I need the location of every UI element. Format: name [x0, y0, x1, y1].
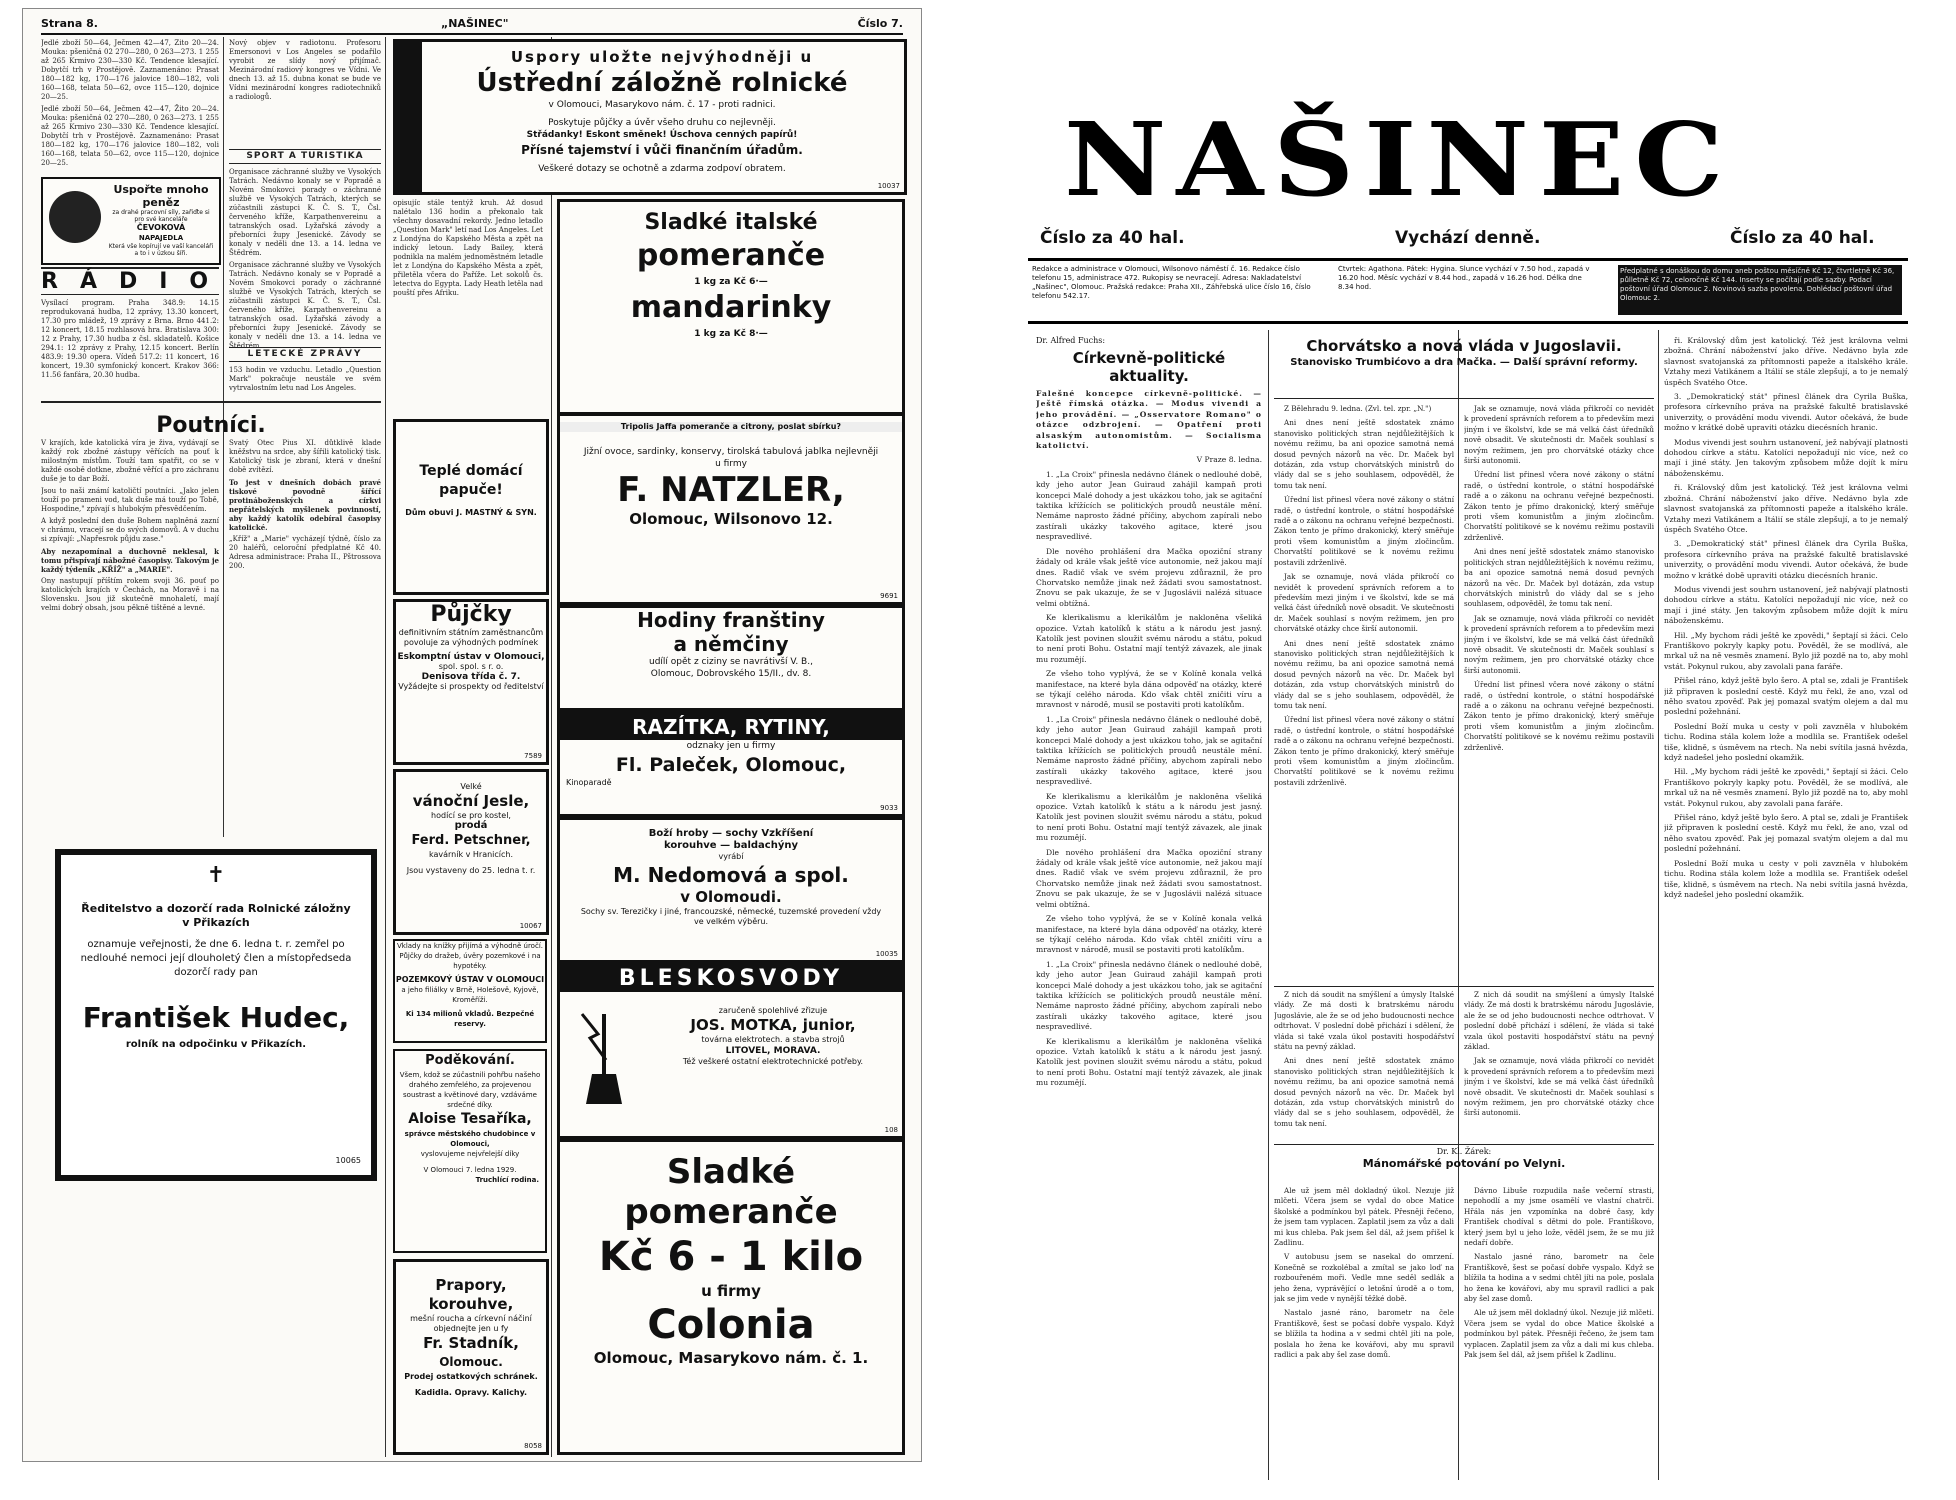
advert-title: Sladké italské	[644, 210, 818, 235]
advert-line: Vklady na knížky přijímá a výhodně úročí. Půjčky do dražeb, úvěry pozemkové i na hypotéky.	[396, 942, 543, 970]
price-left: Číslo za 40 hal.	[1040, 228, 1185, 248]
advert-line: Jižní ovoce, sardinky, konservy, tirolská tabulová jablka nejlevněji u firmy	[583, 447, 879, 469]
article-subtitle: Stanovisko Trumbićovo a dra Mačka. — Další správní reformy.	[1290, 357, 1638, 368]
advert-line: kavárník v Hranicích.	[428, 850, 514, 859]
article-travel-header	[1274, 1144, 1654, 1185]
advert-title-3: mandarinky	[630, 290, 832, 325]
article-travel-col2	[1464, 1186, 1654, 1476]
advert-number: 9033	[880, 804, 898, 812]
advert-name: Fr. Stadník,	[423, 1334, 519, 1352]
advert-heading: Uspořte mnoho	[113, 183, 209, 196]
article-paragraph: Jak se oznamuje, nová vláda přikročí co nevidět k provedení správních reforem a to především mezi jiným i ve školství, kde se má velká část úředníků nově obsadit. Ve skutečnosti dr. Maček souhlasí s novým režimem, jen pro chorvátské otázky chce širší autonomii.	[1464, 1056, 1654, 1118]
article-paragraph: Dle nového prohlášení dra Mačka opoziční strany žádaly od krále však ještě více autonomie, než jakou mají dnes. Radič však ve svém projevu zdůraznil, že pro Chorvatsko nemůže jinak než žádati svou samostatnost. Znovu se pak ukazuje, že se v Jugoslávii nalézá situace velmi obtížná.	[1036, 847, 1262, 909]
pilgrims-article-col2	[229, 439, 381, 839]
notice-line: rolník na odpočinku v Přikazích.	[125, 1039, 307, 1050]
natzler-advert	[557, 413, 905, 605]
column-rule	[385, 37, 386, 1457]
article-title: Chorvátsko a nová vláda v Jugoslavii.	[1306, 337, 1622, 355]
advert-title: Teplé domácí papuče!	[419, 463, 523, 498]
aviation-continued	[393, 199, 543, 409]
article-paragraph: Ze všeho toho vyplývá, že se v Kolíně konala velká manifestace, na které byla dána odpověď na otázky, které se týkají celého národa. Kdo však chtěl zničiti víru a mravnost v národě, musil se postaviti proti katolíkům.	[1036, 669, 1262, 710]
notice-number: 10065	[335, 1156, 361, 1165]
column-rule	[1268, 330, 1269, 1480]
savings-bank-advert	[393, 39, 907, 195]
advert-black-bar	[396, 42, 422, 192]
advert-line: udílí opět z ciziny se navrátivší V. B.,	[649, 657, 813, 667]
advert-title-2: a němčiny	[673, 632, 789, 656]
advert-line: v Olomouci, Masarykovo nám. č. 17 - proti radnici.	[548, 100, 776, 110]
advert-line: prodá	[454, 820, 488, 831]
advert-title: BLESKOSVODY	[560, 966, 902, 992]
calendar-info: Čtvrtek: Agathona. Pátek: Hygina. Slunce vychází v 7.50 hod., zapadá v 16.20 hod. Měsíc vychází v 8.44 hod., zapadá v 16.26 hod. Délka dne 8.34 hod.	[1338, 265, 1590, 291]
advert-line: objednejte jen u fy	[433, 1324, 509, 1333]
advert-address: Olomouc, Masarykovo nám. č. 1.	[593, 1349, 869, 1367]
article-dateline: V Praze 8. ledna.	[1196, 455, 1262, 465]
article-paragraph: Ani dnes není ještě sdostatek známo stanovisko politických stran nejdůležitějších k novému režimu, ba ani opozice samotná nemá dosud pevných názorů na věc. Dr. Maček byl dotázán, zda vstup chorvátských ministrů do vlády dal se s jeho souhlasem, odpověděl, že tomu tak není.	[1464, 547, 1654, 609]
advert-name: F. NATZLER,	[617, 470, 845, 510]
article-paragraph: 3. „Demokratický stát" přinesl článek dra Cyrila Buška, profesora církevního práva na pražské fakultě bratislavské univerzity, o provádění modu vivendi. Autor očekává, že bude možno v krátké době upraviti otázku diecésních hranic.	[1664, 539, 1908, 580]
advert-line: vyslovujeme nejvřelejší díky	[420, 1150, 520, 1158]
publication-frequency: Vychází denně.	[1395, 228, 1541, 248]
sport-title: SPORT A TURISTIKA	[229, 149, 381, 164]
article-paragraph: Z nich dá soudit na smýšlení a úmysly Italské vlády. Ze má dosti k bratrskému národu Jugoslávie, ale že se od jeho budoucnosti nechce odtrhovat. V poslední době přichází i sdělení, že vláda si také vzala úkol postaviti hospodářství státu na pevný základ.	[1464, 990, 1654, 1052]
masthead-info-row	[1028, 258, 1908, 324]
article-title: Církevně-politické aktuality.	[1072, 349, 1226, 385]
article-lead: Falešné koncepce církevně-politické. — Ještě římská otázka. — Modus vivendi a jeho provádění. — „Osservatore Romano" o otázce odzbrojení. — Opatření proti alsaským autonomistům. — Socialisma katolictví.	[1036, 389, 1262, 451]
radio-program	[41, 299, 219, 399]
thanks-notice	[393, 1049, 547, 1253]
article-paragraph: Ke klerikalismu a klerikálům je nakloněna všeliká opozice. Vztah katolíků k státu a k národu jest jasný. Katolík jest povinen sloužit svému národu a státu, pokud to není proti Bohu. Ostatní mají tentýž závazek, ale jinak mu rozumějí.	[1036, 791, 1262, 843]
advert-title-2: pomeranče	[624, 1192, 838, 1232]
advert-line: Prodej ostatkových schránek.	[404, 1372, 538, 1381]
radio-heading: RÁDIO	[41, 269, 231, 294]
stamps-advert	[557, 711, 905, 817]
article-travel-col1	[1274, 1186, 1454, 1476]
market-text: Jedlé zboží 50—64, Ječmen 42—47, Žito 20—24. Mouka: pšeničná 02 270—280, 0 263—273. 1 255 až 265 Krmivo 230—330 Kč. Tendence klesající. Dobytčí trh v Prostějově. Zaznamenáno: Prasat 180—182 kg, 170—176 jalovice 180—182, voli 160—168, telata 50—62, ovce 115—120, dojnice 20—25.	[41, 39, 219, 101]
advert-title-2: pomeranče	[636, 238, 826, 273]
article-croatia-col2	[1464, 404, 1654, 984]
advert-line: Též veškeré ostatní elektrotechnické potřeby.	[682, 1057, 864, 1066]
article-paragraph: ři. Královský dům jest katolický. Též jest královna velmi zbožná. Chrání náboženství jako dříve. Nedávno byla zde slavnost svatojanská za přítomnosti papeže a italského krále. Vztahy mezi Vatikánem a Itálií se stále zlepšují, a to je nemalý úspěch Svatého Otce.	[1664, 336, 1908, 387]
advert-name: Aloise Tesaříka,	[408, 1111, 532, 1127]
article-paragraph: Jak se oznamuje, nová vláda přikročí co nevidět k provedení správních reforem a to především mezi jiným i ve školství, kde se má velká část úředníků nově obsadit. Ve skutečnosti dr. Maček souhlasí s novým režimem, jen pro chorvátské otázky chce širší autonomii.	[1464, 404, 1654, 466]
advert-line: zaručeně spolehlivé zřizuje	[718, 1006, 828, 1015]
article-paragraph: Úřední list přinesl včera nové zákony o státní radě, o ústřední kontrole, o státní hospodářské radě a o zákonu na ochranu veřejné bezpečnosti. Zákon tento je přímo drakonický, který směřuje proti všem komunistům a jiným zločincům. Chorvatští politikové se k novému režimu postavili zdrženlivě.	[1464, 680, 1654, 752]
advert-name: M. Nedomová a spol.	[613, 863, 849, 887]
article-paragraph: V krajích, kde katolická víra je živa, vydávají se každý rok zbožné zástupy věřících na pouť k milostným místům. Touží tam spatřit, co se v každé osobě dotkne, zbožné věřící a pro záchranu duše je to dar Boží.	[41, 439, 219, 483]
article-paragraph: Ony nastupují příštím rokem svoji 36. pouť po katolických krajích v Čechách, na Moravě i na Slovensku. Jsou již skutečně mnohaletí, mají velmi dobrý obsah, jsou pěkně tištěné a levné.	[41, 577, 219, 612]
advert-line: Velké	[460, 782, 482, 791]
advert-line: Tripolis Jaffa pomeranče a citrony, poslat sbírku?	[560, 422, 902, 432]
advert-line: Olomouc, Dobrovského 15/II., dv. 8.	[650, 669, 812, 679]
article-paragraph: Poslední Boží muka u cesty v poli zavzněla v hlubokém tichu. Rodina stála kolem lože a modlila se. František odešel tiše, klidně, s úsměvem na rtech. Na nebi svítila jasná hvězda, když nadešel jeho poslední okamžik.	[1664, 721, 1908, 763]
article-paragraph: Úřední list přinesl včera nové zákony o státní radě, o ústřední kontrole, o státní hospodářské radě a o zákonu na ochranu veřejné bezpečnosti. Zákon tento je přímo drakonický, který směřuje proti všem komunistům a jiným zločincům. Chorvatští politikové se k novému režimu postavili zdrženlivě.	[1274, 715, 1454, 787]
article-paragraph: Ani dnes není ještě sdostatek známo stanovisko politických stran nejdůležitějších k novému režimu, ba ani opozice samotná nemá dosud pevných názorů na věc. Dr. Maček byl dotázán, zda vstup chorvátských ministrů do vlády dal se s jeho souhlasem, odpověděl, že tomu tak není.	[1274, 638, 1454, 710]
advert-line: Poskytuje půjčky a úvěr všeho druhu co nejlevněji.	[548, 118, 776, 128]
death-notice	[55, 849, 377, 1181]
lightning-rod-icon	[572, 1004, 642, 1114]
page-number: Strana 8.	[41, 17, 98, 30]
banners-advert	[393, 1259, 549, 1455]
deceased-name: František Hudec,	[82, 1001, 350, 1034]
advert-city: Olomouc.	[439, 1355, 503, 1369]
advert-line: Denisova třída č. 7.	[421, 672, 521, 682]
article-paragraph: Přišel ráno, když ještě bylo šero. A ptal se, zdali je František již připraven k poslední cestě. Když mu řekl, že ano, vzal od něho svatou zpověď. Pak jej pomazal svatým olejem a dal mu poslední požehnání.	[1664, 813, 1908, 854]
advert-signature: Truchlící rodina.	[475, 1176, 539, 1184]
article-paragraph: Přišel ráno, když ještě bylo šero. A ptal se, zdali je František již připraven k poslední cestě. Když mu řekl, že ano, vzal od něho svatou zpověď. Pak jej pomazal svatým olejem a dal mu poslední požehnání.	[1664, 676, 1908, 717]
advert-line: Přísné tajemství i vůči finančním úřadům.	[521, 143, 803, 157]
copier-advert	[41, 177, 221, 265]
price-right: Číslo za 40 hal.	[1730, 228, 1875, 248]
advert-line: Boží hroby — sochy Vzkříšení	[648, 828, 814, 839]
issue-number: Číslo 7.	[857, 17, 903, 30]
advert-title: Prapory, korouhve,	[428, 1276, 514, 1313]
advert-title: Sladké	[666, 1152, 796, 1192]
advert-line: spol. spol. s r. o.	[438, 662, 504, 671]
article-croatia-continued	[1274, 990, 1454, 1140]
column-rule	[551, 37, 552, 1457]
article-paragraph: Modus vivendi jest souhrn ustanovení, jež nabývají platnosti dohodou církve a státu. Katolíci nepožadují nic více, než co mají i jiné státy. Jen takovým způsobem může dojít k míru náboženskému.	[1664, 437, 1908, 478]
notice-line: v Přikazích	[182, 916, 250, 929]
article-paragraph: 1. „La Croix" přinesla nedávno článek o nedlouhé době, kdy jeho autor Jean Guiraud zahájil kampaň proti koncepci Malé dohody a jest ukázkou toho, jak se agitační taktika křížících se politických proudů neustále mění. Nemáme naprosto žádné příčiny, abychom zapírali nebo zastírali ukázky takového agitace, které jsou nespravedlivé.	[1036, 959, 1262, 1032]
aviation-text: 153 hodin ve vzduchu. Letadlo „Question Mark" pokračuje neustále ve svém vytrvalostním letu nad Los Angeles.	[229, 366, 381, 392]
advert-number: 10037	[877, 182, 900, 190]
advert-line: hodící se pro kostel,	[431, 811, 511, 820]
column-rule	[1458, 330, 1459, 1480]
advert-number: 108	[884, 1126, 898, 1134]
culture-news	[229, 39, 381, 159]
notice-line: dozorčí rady pan	[174, 967, 258, 978]
advert-line: Jsou vystaveny do 25. ledna t. r.	[406, 866, 536, 875]
advert-price: 1 kg za Kč 8·—	[694, 329, 768, 339]
advert-line: Dům obuvi J. MASTNÝ & SYN.	[405, 508, 537, 517]
market-report	[41, 39, 219, 179]
article-paragraph: Ale už jsem měl dokladný úkol. Nezuje již mlčeti. Včera jsem se vydal do obce Matice školské a podmínkou byl pátek. Přesněji řečeno, že jsem tam vyplacen. Zaplatil jsem za vůz a dali mi kus chleba. Pak jsem šel dál, až jsem přišel k Zadlinu.	[1464, 1308, 1654, 1360]
aviation-section	[229, 343, 381, 403]
advert-line: Sochy sv. Terezičky i jiné, francouzské, německé, tuzemské provedení vždy ve velkém výběru.	[580, 907, 882, 926]
advert-line: odznaky jen u firmy	[686, 741, 776, 751]
article-author: Dr. Alfred Fuchs:	[1036, 336, 1106, 345]
aviation-continued-text: opisujíc stále tentýž kruh. Až dosud nalétalo 136 hodin a překonalo tak všechny dosavadní rekordy. Jedno letadlo „Question Mark" letí nad Los Angeles. Let z Londýna do Kapského Města a zpět na indický letoun. Lady Bailey, která podnikla na malém jednoměstném letadle let z Londýna do Kapského Města a zpět, přiletěla včera do Paříže. Let sokolů čs. letectva do Egypta. Lady Heath letěla nad pouští přes Afriku.	[393, 199, 543, 297]
culture-text: Nový objev v radiotonu. Profesoru Emersonovi v Los Angeles se podařilo vyrobit ze slídy nový přijímač. Mezinárodní radiový kongres ve Vídni. Ve dnech 13. až 15. dubna konat se bude ve Vídni mezinárodní kongres radiotechniků a radiologů.	[229, 39, 381, 101]
advert-line: a jeho filiálky v Brně, Holešově, Kyjově, Kroměříži.	[401, 986, 539, 1004]
article-paragraph: V autobusu jsem se nasekal do omrzení. Konečně se rozkolébal a zmítal se jako loď na rozbouřeném moři. Vedle mne seděl sedlák a jeho žena, vyprávějící o letošní úrodě a o tom, jak se jim vede v nynější těžké době.	[1274, 1252, 1454, 1304]
advert-heading-2: peněz	[142, 196, 180, 209]
article-paragraph: Ke klerikalismu a klerikálům je nakloněna všeliká opozice. Vztah katolíků k státu a k národu jest jasný. Katolík jest povinen sloužit svému národu a státu, pokud to není proti Bohu. Ostatní mají tentýž závazek, ale jinak mu rozumějí.	[1036, 613, 1262, 664]
pilgrims-title: Poutníci.	[156, 413, 266, 438]
article-paragraph: Jak se oznamuje, nová vláda přikročí co nevidět k provedení správních reforem a to především mezi jiným i ve školství, kde se má velká část úředníků nově obsadit. Ve skutečnosti dr. Maček souhlasí s novým režimem, jen pro chorvátské otázky chce širší autonomii.	[1464, 613, 1654, 675]
lessons-advert	[557, 605, 905, 711]
advert-line: definitivním státním zaměstnancům povoluje za výhodných podmínek	[398, 628, 544, 647]
notice-line: oznamuje veřejnosti, že dne 6. ledna t. r. zemřel po	[87, 939, 345, 950]
notice-line: nedlouhé nemoci její dlouholetý člen a místopředseda	[80, 953, 352, 964]
article-paragraph: Hil. „My bychom rádi ještě ke zpovědi," šeptají si žáci. Celo Františkovo pokryly kapky potu. Pověděl, že se modlívá, ale mrkal už na ně vesměs znamení. Bylo již pozdě na to, aby mohl vstát. Pokynul rukou, aby zavolali pana faráře.	[1664, 630, 1908, 671]
left-newspaper-page	[22, 8, 922, 1462]
advert-price: Kč 6 - 1 kilo	[598, 1234, 864, 1280]
advert-number: 9691	[880, 592, 898, 600]
article-paragraph: Jsou to naši známí katoličtí poutníci. „Jako jelen touží po prameni vod, tak duše má touží po Tobě, Hospodine," zpívají s hlubokým přesvědčením.	[41, 487, 219, 513]
article-dateline: Z Bělehradu 9. ledna. (Zvl. tel. zpr. „N.")	[1284, 404, 1432, 413]
article-paragraph: Dle nového prohlášení dra Mačka opoziční strany žádaly od krále však ještě více autonomie, než jakou mají dnes. Radič však ve svém projevu zdůraznil, že pro Chorvatsko nemůže jinak než žádati svou samostatnost. Znovu se pak ukazuje, že se v Jugoslávii nalézá situace velmi obtížná.	[1036, 546, 1262, 608]
advert-line: Vyžádejte si prospekty od ředitelství	[398, 682, 544, 691]
article-paragraph: Ani dnes není ještě sdostatek známo stanovisko politických stran nejdůležitějších k novému režimu, ba ani opozice samotná nemá dosud pevných názorů na věc. Dr. Maček byl dotázán, zda vstup chorvátských ministrů do vlády dal se s jeho souhlasem, odpověděl, že tomu tak není.	[1274, 1056, 1454, 1128]
masthead	[1028, 101, 1908, 220]
article-vatican-column	[1664, 336, 1908, 1476]
article-paragraph: „Kříž" a „Marie" vycházejí týdně, číslo za 20 haléřů, celoroční předplatné Kč 40. Adresa administrace: Praha II., Pštrossova 200.	[229, 535, 381, 570]
article-paragraph: A když poslední den duše Bohem naplněná zazní v chrámu, vracejí se do svých domovů. A v duchu si zpívají: „Napřesrok půjdu zase."	[41, 517, 219, 543]
advert-number: 10035	[875, 950, 898, 958]
loans-advert	[393, 599, 549, 765]
column-rule	[1658, 330, 1659, 1480]
article-italy-continued	[1464, 990, 1654, 1140]
advert-title: vánoční Jesle,	[412, 792, 530, 810]
advert-line: V Olomouci 7. ledna 1929.	[423, 1166, 517, 1174]
section-rule	[1274, 986, 1654, 987]
editorial-info: Redakce a administrace v Olomouci, Wilsonovo náměstí č. 16. Redakce číslo telefonu 15, administrace 472. Rukopisy se nevracejí. Adresa: Nakladatelství „Našinec", Olomouc. Pražská redakce: Praha XII., Záhřebská ulice číslo 16, číslo telefonu 542.17.	[1032, 265, 1311, 300]
article-title: Mánomářské potování po Velyni.	[1362, 1157, 1566, 1170]
article-croatia-col1	[1274, 404, 1454, 984]
advert-line: Uspory uložte nejvýhodněji u	[510, 48, 814, 66]
slippers-advert	[393, 419, 549, 595]
notice-line: Ředitelstvo a dozorčí rada Rolnické záložny	[81, 902, 351, 915]
advert-line: vyrábí	[718, 852, 744, 861]
advert-title: POZEMKOVÝ ÚSTAV V OLOMOUCI	[395, 975, 545, 984]
advert-city: v Olomoudi.	[680, 888, 782, 906]
advert-name: Fl. Paleček, Olomouc,	[615, 754, 847, 776]
advert-title: Půjčky	[430, 602, 512, 627]
left-page-header	[41, 15, 903, 35]
advert-line: Střádanky! Eskont směnek! Úschova cenných papírů!	[526, 130, 798, 140]
article-paragraph: Úřední list přinesl včera nové zákony o státní radě, o ústřední kontrole, o státní hospodářské radě a o zákonu na ochranu veřejné bezpečnosti. Zákon tento je přímo drakonický, který směřuje proti všem komunistům a jiným zločincům. Chorvatští politikové se k novému režimu postavili zdrženlivě.	[1274, 495, 1454, 567]
article-paragraph: To jest v dnešních dobách pravé tiskové povodně šířící protináboženských a církvi nepřátelských myšlenek povinností, aby každý katolík odebíral časopisy katolické.	[229, 478, 381, 532]
advert-line: továrna elektrotech. a stavba strojů	[701, 1035, 845, 1044]
advert-line: mešní roucha a církevní náčiní	[410, 1314, 532, 1323]
article-paragraph: Aby nezapomínal a duchovně neklesal, k tomu přispívají nábožné časopisy. Takovým je každý týdeník „KŘÍŽ" a „MARIE".	[41, 547, 219, 574]
advert-line: Všem, kdož se zúčastnili pohřbu našeho drahého zemřelého, za projevenou soustrast a květinové dary, vzdáváme srdečné díky.	[399, 1071, 541, 1109]
advert-price: 1 kg za Kč 6·—	[694, 277, 768, 287]
cross-icon: ✝	[206, 863, 226, 888]
newspaper-title: NAŠINEC	[1064, 101, 1734, 220]
advert-name: JOS. MOTKA, junior,	[690, 1016, 856, 1034]
sport-text: Organisace záchranné služby ve Vysokých Tatrách. Nedávno konaly se v Popradě a Novém Smokovci porady o záchranné službě ve Vysokých Tatrách, kterých se zúčastnili zástupci K. Č. S. T., Čsl. červeného kříže, Karpathenvereinu a tatranských osad. Lyžařská závody a přeborníci župy Jesenické. Závody se konaly v neděli dne 13. a 14. ledna ve Štědrém.	[229, 168, 381, 257]
article-paragraph: Modus vivendi jest souhrn ustanovení, jež nabývají platnosti dohodou církve a státu. Katolíci nepožadují nic více, než co mají i jiné státy. Jen takovým způsobem může dojít k míru náboženskému.	[1664, 584, 1908, 626]
advert-text-2: Která vše kopírují ve vaší kanceláři a to i v úzkou šíři.	[108, 243, 214, 257]
advert-name: Ferd. Petschner,	[411, 833, 531, 848]
advert-address: Olomouc, Wilsonovo 12.	[629, 510, 833, 528]
advert-title: RAZÍTKA, RYTINY,	[560, 714, 902, 740]
advert-brand: ČEVOKOVÁ	[136, 223, 186, 232]
page-running-title: „NAŠINEC"	[441, 17, 509, 30]
oranges-advert	[557, 199, 905, 415]
article-paragraph: Ke klerikalismu a klerikálům je nakloněna všeliká opozice. Vztah katolíků k státu a k národu jest jasný. Katolík jest povinen sloužit svému národu a státu, pokud to není proti Bohu. Ostatní mají tentýž závazek, ale jinak mu rozumějí.	[1036, 1036, 1262, 1088]
advert-title: Poděkování.	[425, 1053, 515, 1068]
advert-title: Hodiny franštiny	[637, 608, 825, 632]
advert-number: 8058	[524, 1442, 542, 1450]
pilgrims-article-col1	[41, 439, 219, 839]
article-croatia-header	[1274, 336, 1654, 399]
article-paragraph: Hil. „My bychom rádi ještě ke zpovědi," šeptají si žáci. Celo Františkovo pokryly kapky potu. Pověděl, že se modlívá, ale mrkal už na ně vesměs znamení. Bylo již pozdě na to, aby mohl vstát. Pokynul rukou, aby zavolali pana faráře.	[1664, 767, 1908, 808]
advert-city: LITOVEL, MORAVA.	[725, 1046, 821, 1056]
advert-title: Ústřední záložně rolnické	[476, 68, 848, 98]
advert-line: Kadidla. Opravy. Kalichy.	[414, 1388, 528, 1397]
advert-name: Colonia	[647, 1302, 815, 1348]
article-paragraph: 1. „La Croix" přinesla nedávno článek o nedlouhé době, kdy jeho autor Jean Guiraud zahájil kampaň proti koncepci Malé dohody a jest ukázkou toho, jak se agitační taktika křížících se politických proudů neustále mění. Nemáme naprosto žádné příčiny, abychom zapírali nebo zastírali ukázky takového agitace, které jsou nespravedlivé.	[1036, 714, 1262, 787]
nativity-advert	[393, 769, 549, 935]
article-paragraph: 3. „Demokratický stát" přinesl článek dra Cyrila Buška, profesora církevního práva na pražské fakultě bratislavské univerzity, o provádění modu vivendi. Autor očekává, že bude možno v krátké době upraviti otázku diecésních hranic.	[1664, 392, 1908, 433]
globe-icon	[49, 191, 101, 243]
advert-line: Kinoparadě	[566, 778, 612, 787]
radio-text: Vysílací program. Praha 348.9: 14.15 reprodukovaná hudba, 12 zprávy, 13.30 koncert, 17.30 pro mládež, 19 zprávy z Brna. Brno 441.2: 12 koncert, 18.15 rozhlasová hra. Bratislava 300: 12 z Prahy, 17.30 hudba z čsl. skladatelů. Košice 294.1: 12 zprávy z Prahy, 12.15 koncert. Berlín 483.9: 19.30 opera. Vídeň 517.2: 11 koncert, 16 koncert, 19.30 symfonický koncert. Krakov 366: 11.56 fanfára, 20.30 hudba.	[41, 299, 219, 379]
advert-text: za drahé pracovní síly, zařiďte si pro své kanceláře	[112, 209, 210, 223]
article-paragraph: Nastalo jasné ráno, barometr na čele Františkově, šest se počasí dobře vyspalo. Když se blížila ta hodina a v sedmi chtěl jíti na pole, poslala ho žena ke kovářovi, aby mu spravil radlici a pak aby šel zase domů.	[1274, 1308, 1454, 1360]
land-bank-advert	[393, 939, 547, 1043]
advert-city: NAPAJEDLA	[138, 234, 184, 242]
advert-line: korouhve — baldachýny	[664, 840, 798, 851]
article-paragraph: ři. Královský dům jest katolický. Též jest královna velmi zbožná. Chrání náboženství jako dříve. Nedávno byla zde slavnost svatojanská za přítomnosti papeže a italského krále. Vztahy mezi Vatikánem a Itálií se stále zlepšují, a to je nemalý úspěch Svatého Otce.	[1664, 483, 1908, 534]
advert-line: Eskomptní ústav v Olomouci,	[397, 652, 545, 662]
article-paragraph: Ale už jsem měl dokladný úkol. Nezuje již mlčeti. Včera jsem se vydal do obce Matice školské a podmínkou byl pátek. Přesněji řečeno, že jsem tam vyplacen. Zaplatil jsem za vůz a dali mi kus chleba. Pak jsem šel dál, až jsem přišel k Zadlinu.	[1274, 1186, 1454, 1248]
market-text-cont: Jedlé zboží 50—64, Ječmen 42—47, Žito 20—24. Mouka: pšeničná 02 270—280, 0 263—273. 1 255 až 265 Krmivo 230—330 Kč. Tendence klesající. Dobytčí trh v Prostějově. Zaznamenáno: Prasat 180—182 kg, 170—176 jalovice 180—182, voli 160—168, telata 50—62, ovce 115—120, dojnice 20—25.	[41, 105, 219, 167]
advert-line: u firmy	[701, 1282, 761, 1300]
aviation-title: LETECKÉ ZPRÁVY	[229, 347, 381, 362]
advert-number: 10067	[519, 922, 542, 930]
section-rule	[41, 401, 381, 403]
article-paragraph: Jak se oznamuje, nová vláda přikročí co nevidět k provedení správních reforem a to především mezi jiným i ve školství, kde se má velká část úředníků nově obsadit. Ve skutečnosti dr. Maček souhlasí s novým režimem, jen pro chorvátské otázky chce širší autonomii.	[1274, 572, 1454, 634]
article-paragraph: Dávno Libuše rozpudila naše večerní strasti, nepohodlí a my jsme osamělí ve vlastní chatrči. Hřála nás jen vzpomínka na dobré časy, kdy František chodíval s dětmi do pole. Františkovo, který jsem byl u jeho lože, věděl jsem, že se mu již nedaří dobře.	[1464, 1186, 1654, 1248]
colonia-advert	[557, 1139, 905, 1455]
article-paragraph: Z nich dá soudit na smýšlení a úmysly Italské vlády. Ze má dosti k bratrskému národu Jugoslávie, ale že se od jeho budoucnosti nechce odtrhovat. V poslední době přichází i sdělení, že vláda si také vzala úkol postaviti hospodářství státu na pevný základ.	[1274, 990, 1454, 1052]
advert-line: správce městského chudobince v Olomouci,	[404, 1130, 536, 1148]
subscription-info: Předplatné s donáškou do domu aneb poštou měsíčně Kč 12, čtvrtletně Kč 36, půlletně Kč 72, celoročně Kč 144. Inserty se počítají podle sazby. Podací poštovní úřad Olomouc 2. Novinová sazba povolena. Dohlédací poštovní úřad Olomouc 2.	[1618, 265, 1902, 315]
article-church-politics	[1036, 336, 1262, 1476]
article-paragraph: Ze všeho toho vyplývá, že se v Kolíně konala velká manifestace, na které byla dána odpověď na otázky, které se týkají celého národa. Kdo však chtěl zničiti víru a mravnost v národě, musil se postaviti proti katolíkům.	[1036, 914, 1262, 955]
article-paragraph: Nastalo jasné ráno, barometr na čele Františkově, šest se počasí dobře vyspalo. Když se blížila ta hodina a v sedmi chtěl jíti na pole, poslala ho žena ke kovářovi, aby mu spravil radlici a pak aby šel zase domů.	[1464, 1252, 1654, 1304]
advert-line: Veškeré dotazy se ochotně a zdarma zodpoví obratem.	[538, 164, 786, 174]
article-paragraph: Ani dnes není ještě sdostatek známo stanovisko politických stran nejdůležitějších k novému režimu, ba ani opozice samotná nemá dosud pevných názorů na věc. Dr. Maček byl dotázán, zda vstup chorvátských ministrů do vlády dal se s jeho souhlasem, odpověděl, že tomu tak není.	[1274, 418, 1454, 490]
advert-number: 7589	[524, 752, 542, 760]
lightning-rod-advert	[557, 963, 905, 1139]
article-paragraph: Úřední list přinesl včera nové zákony o státní radě, o ústřední kontrole, o státní hospodářské radě a o zákonu na ochranu veřejné bezpečnosti. Zákon tento je přímo drakonický, který směřuje proti všem komunistům a jiným zločincům. Chorvatští politikové se k novému režimu postavili zdrženlivě.	[1464, 470, 1654, 542]
article-paragraph: 1. „La Croix" přinesla nedávno článek o nedlouhé době, kdy jeho autor Jean Guiraud zahájil kampaň proti koncepci Malé dohody a jest ukázkou toho, jak se agitační taktika křížících se politických proudů neustále mění. Nemáme naprosto žádné příčiny, abychom zapírali nebo zastírali ukázky takového agitace, které jsou nespravedlivé.	[1036, 469, 1262, 542]
sport-text-cont: Organisace záchranné služby ve Vysokých Tatrách. Nedávno konaly se v Popradě a Novém Smokovci porady o záchranné službě ve Vysokých Tatrách, kterých se zúčastnili zástupci K. Č. S. T., Čsl. červeného kříže, Karpathenvereinu a tatranských osad. Lyžařská závody a přeborníci župy Jesenické. Závody se konaly v neděli dne 13. a 14. ledna ve Štědrém.	[229, 261, 381, 350]
article-paragraph: Svatý Otec Pius XI. důtklivě klade kněžstvu na srdce, aby šířili katolický tisk. Katolický tisk je zbraní, která v dnešní době zvítězí.	[229, 439, 381, 474]
article-author: Dr. Kl. Žárek:	[1436, 1147, 1492, 1156]
article-paragraph: Poslední Boží muka u cesty v poli zavzněla v hlubokém tichu. Rodina stála kolem lože a modlila se. František odešel tiše, klidně, s úsměvem na rtech. Na nebi svítila jasná hvězda, když nadešel jeho poslední okamžik.	[1664, 858, 1908, 899]
advert-line: Ki 134 milionů vkladů. Bezpečné reservy.	[405, 1010, 535, 1028]
statues-advert	[557, 817, 905, 963]
